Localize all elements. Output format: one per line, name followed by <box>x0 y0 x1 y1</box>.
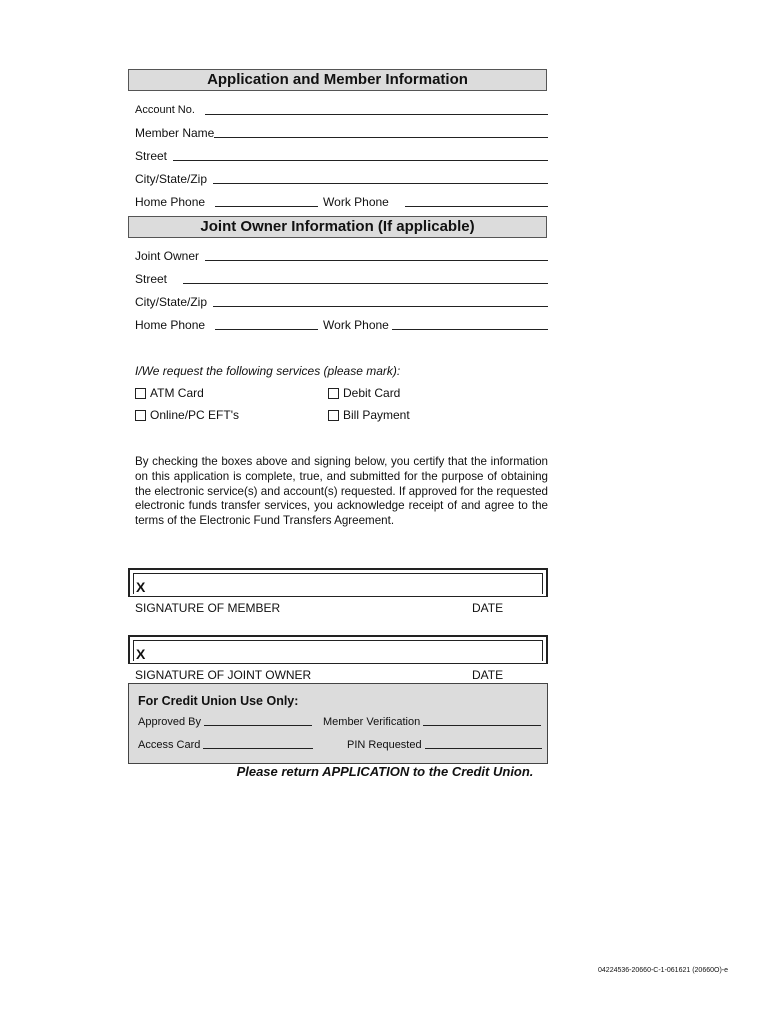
return-instructions: Please return APPLICATION to the Credit Union. <box>236 764 534 779</box>
member-verification-field[interactable] <box>423 724 541 726</box>
bill-payment-checkbox[interactable] <box>328 410 339 421</box>
joint-work-phone-label: Work Phone <box>323 318 389 332</box>
form-code: 04224536-20660-C-1-061621 (20660O)-e <box>598 967 728 974</box>
joint-street-label: Street <box>135 272 168 286</box>
member-city-field[interactable] <box>213 182 548 184</box>
joint-owner-field[interactable] <box>205 259 548 261</box>
joint-owner-label: Joint Owner <box>135 249 200 263</box>
atm-card-label: ATM Card <box>150 386 204 400</box>
member-date-label: DATE <box>472 601 504 615</box>
member-street-label: Street <box>135 149 168 163</box>
bill-payment-label: Bill Payment <box>343 408 410 422</box>
member-home-phone-label: Home Phone <box>135 195 206 209</box>
joint-signature-mark: X <box>136 646 146 662</box>
online-eft-checkbox[interactable] <box>135 410 146 421</box>
pin-requested-label: PIN Requested <box>347 739 422 751</box>
member-signature-mark: X <box>136 579 146 595</box>
credit-union-use-box <box>128 683 548 764</box>
joint-date-label: DATE <box>472 668 504 682</box>
joint-street-field[interactable] <box>183 282 548 284</box>
joint-home-phone-label: Home Phone <box>135 318 206 332</box>
member-work-phone-label: Work Phone <box>323 195 389 209</box>
credit-union-use-title: For Credit Union Use Only: <box>138 694 299 708</box>
access-card-label: Access Card <box>138 739 201 751</box>
debit-card-checkbox[interactable] <box>328 388 339 399</box>
bill-payment-option[interactable] <box>328 408 410 422</box>
account-no-label: Account No. <box>135 104 195 116</box>
services-prompt: I/We request the following services (please mark): <box>135 364 401 378</box>
joint-signature-box[interactable] <box>128 635 548 664</box>
atm-card-checkbox[interactable] <box>135 388 146 399</box>
debit-card-option[interactable] <box>328 386 400 400</box>
member-name-row <box>135 124 548 140</box>
member-verification-label: Member Verification <box>323 716 421 728</box>
account-no-row <box>135 101 548 117</box>
pin-requested-field[interactable] <box>425 747 542 749</box>
access-card-row <box>138 739 313 751</box>
approved-by-field[interactable] <box>204 724 312 726</box>
member-city-row <box>135 170 548 186</box>
approved-by-row <box>138 716 312 728</box>
member-home-phone-field[interactable] <box>215 205 318 207</box>
approved-by-label: Approved By <box>138 716 201 728</box>
joint-street-row <box>135 270 548 286</box>
joint-owner-row <box>135 247 548 263</box>
member-city-label: City/State/Zip <box>135 172 208 186</box>
joint-city-row <box>135 293 548 309</box>
joint-section-title: Joint Owner Information (If applicable) <box>128 216 547 238</box>
member-name-label: Member Name <box>135 126 215 140</box>
pin-requested-row <box>347 739 542 751</box>
member-phone-row <box>135 193 548 209</box>
joint-home-phone-field[interactable] <box>215 328 318 330</box>
member-street-field[interactable] <box>173 159 548 161</box>
online-eft-option[interactable] <box>135 408 239 422</box>
online-eft-label: Online/PC EFT's <box>150 408 239 422</box>
joint-phone-row <box>135 316 548 332</box>
account-no-field[interactable] <box>205 113 548 115</box>
joint-city-field[interactable] <box>213 305 548 307</box>
atm-card-option[interactable] <box>135 386 204 400</box>
debit-card-label: Debit Card <box>343 386 401 400</box>
certification-text: By checking the boxes above and signing below, you certify that the information on this application is complete, true, and submitted for the purpose of obtaining the electronic service(s) and account(s) requested. If approved for the requested electronic funds transfer services, you acknowledge receipt of and agree to the terms of the Electronic Fund Transfers Agreement. <box>135 455 548 528</box>
joint-city-label: City/State/Zip <box>135 295 208 309</box>
member-street-row <box>135 147 548 163</box>
member-section-title: Application and Member Information <box>128 69 547 91</box>
member-signature-label: SIGNATURE OF MEMBER <box>135 601 281 615</box>
member-work-phone-field[interactable] <box>405 205 548 207</box>
access-card-field[interactable] <box>203 747 313 749</box>
joint-work-phone-field[interactable] <box>392 328 548 330</box>
member-name-field[interactable] <box>214 136 548 138</box>
joint-signature-label: SIGNATURE OF JOINT OWNER <box>135 668 312 682</box>
member-signature-box[interactable] <box>128 568 548 597</box>
member-verification-row <box>323 716 541 728</box>
